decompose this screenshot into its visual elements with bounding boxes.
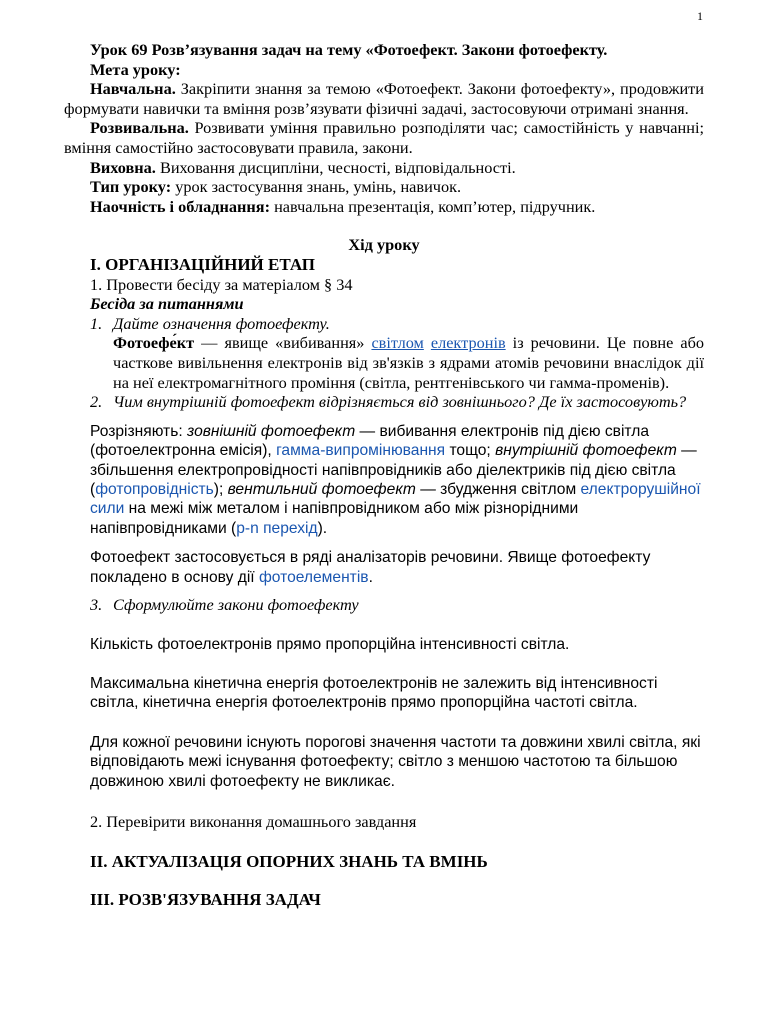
goal-text: урок застосування знань, умінь, навичок. [171, 177, 462, 197]
law-1: Кількість фотоелектронів прямо пропорційна інтенсивності світла. [90, 635, 570, 653]
definition-text [424, 333, 431, 352]
goal-label: Навчальна. [90, 79, 176, 99]
definition-term: Фотоефе́кт [113, 333, 195, 353]
question-number: 3. [90, 594, 103, 614]
answer-term: зовнішній фотоефект [187, 422, 356, 440]
question-3 [64, 595, 704, 615]
conversation-heading: Бесіда за питаннями [90, 294, 244, 314]
link-electrons[interactable]: електронів [430, 333, 506, 353]
goal-text: Розвивати уміння правильно розподіляти час; самостійність у навчанні; вміння самостійно застосовувати правила, закони. [64, 118, 704, 157]
goal-label: Виховна. [90, 157, 156, 177]
question-number: 1. [90, 313, 103, 333]
link-emf[interactable]: електрорушійної сили [90, 480, 701, 518]
goal-upbringing [64, 158, 704, 178]
course-heading: Хід уроку [348, 235, 420, 255]
answer-text: на межі між металом і напівпровідником або між різнорідними напівпровідниками ( [90, 500, 579, 537]
answer-text: — вибивання електронів під дією світла (фотоелектронна емісія), [90, 422, 649, 460]
link-light[interactable]: світлом [371, 333, 424, 353]
answer-2 [64, 422, 704, 538]
answer-text: ); [213, 480, 228, 498]
question-number: 2. [90, 392, 103, 412]
answer-term: вентильний фотоефект [227, 480, 416, 498]
definition-text: із речовини. Це повне або часткове вивільнення електронів від зв'язків з ядрами атомів речовини внаслідок дії на неї електромагнітного проміння (світла, рентгенівського чи гамма-променів). [113, 333, 704, 392]
definition [64, 333, 704, 392]
link-photoconductivity[interactable]: фотопровідність [95, 480, 214, 498]
definition-text: — явище «вибивання» [194, 333, 372, 353]
goal-label: Наочність і обладнання: [90, 196, 271, 216]
link-gamma-radiation[interactable]: гамма-випромінювання [276, 442, 446, 460]
lesson-type [64, 177, 704, 197]
answer-text: . [368, 568, 373, 586]
goal-text: навчальна презентація, комп’ютер, підручник. [270, 196, 596, 216]
task-2: 2. Перевірити виконання домашнього завдання [90, 811, 417, 831]
goal-developmental [64, 118, 704, 157]
link-pn-junction[interactable]: p-n перехід [236, 519, 318, 537]
answer-text: — збудження світлом [415, 480, 581, 498]
answer-text: Розрізняють: [90, 422, 187, 440]
section-3-title: ІІІ. РОЗВ'ЯЗУВАННЯ ЗАДАЧ [90, 890, 321, 910]
question-text: Дайте означення фотоефекту. [113, 313, 330, 333]
answer-2-applications [64, 548, 704, 587]
answer-text: Фотоефект застосовується в ряді аналізаторів речовини. Явище фотоефекту покладено в основу дії [90, 549, 651, 586]
goal-text: Виховання дисципліни, чесності, відповідальності. [155, 157, 516, 177]
section-2-title: ІІ. АКТУАЛІЗАЦІЯ ОПОРНИХ ЗНАНЬ ТА ВМІНЬ [90, 851, 488, 871]
question-text: Сформулюйте закони фотоефекту [113, 594, 359, 614]
question-2 [64, 392, 704, 412]
law-3: Для кожної речовини існують порогові значення частоти та довжини хвилі світла, які відповідають межі існування фотоефекту; світло з меншою частотою та більшою довжиною хвилі фотоефекту не викликає. [90, 733, 701, 790]
question-1 [64, 314, 704, 334]
answer-term: внутрішній фотоефект [495, 442, 677, 460]
law-2: Максимальна кінетична енергія фотоелектронів не залежить від інтенсивності світла, кінетична енергія фотоелектронів прямо пропорційна частоті світла. [90, 674, 658, 712]
task-1: 1. Провести бесіду за матеріалом § 34 [90, 274, 353, 294]
lesson-title: Урок 69 Розв’язування задач на тему «Фотоефект. Закони фотоефекту. [90, 40, 608, 59]
answer-text: ). [317, 519, 328, 537]
document-body [64, 40, 704, 910]
equipment [64, 197, 704, 217]
answer-text: — збільшення електропровідності напівпровідників або діелектриків під дією світла ( [90, 442, 697, 498]
question-text: Чим внутрішній фотоефект відрізняється від зовнішнього? Де їх застосовують? [113, 392, 687, 412]
answer-text: тощо; [445, 442, 496, 460]
goal-label: Розвивальна. [90, 118, 189, 138]
goal-heading: Мета уроку: [90, 59, 181, 79]
page-number: 1 [697, 9, 703, 23]
goal-educational [64, 79, 704, 118]
section-1-title: І. ОРГАНІЗАЦІЙНИЙ ЕТАП [90, 254, 315, 274]
goal-text: Закріпити знання за темою «Фотоефект. Закони фотоефекту», продовжити формувати навички та вміння розв’язувати фізичні задачі, застосовуючи отримані знання. [64, 79, 704, 118]
goal-label: Тип уроку: [90, 177, 172, 197]
link-photocells[interactable]: фотоелементів [258, 568, 369, 586]
